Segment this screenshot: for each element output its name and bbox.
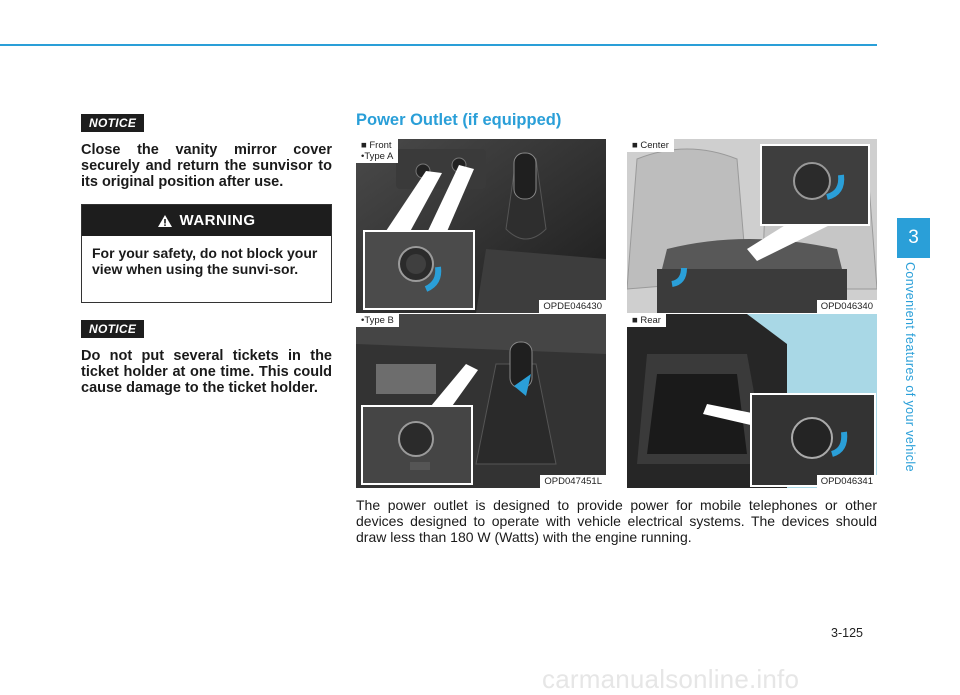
chapter-tab: 3 xyxy=(897,218,930,258)
figure-code: OPD047451L xyxy=(540,475,606,488)
figure-front-type-a xyxy=(356,139,606,313)
footer-watermark: carmanualsonline.info xyxy=(542,664,800,694)
section-title: Power Outlet (if equipped) xyxy=(356,111,562,129)
figure-code: OPDE046430 xyxy=(539,300,606,313)
rear-trunk-illustration xyxy=(627,314,877,488)
notice-label: NOTICE xyxy=(81,114,144,132)
warning-header xyxy=(82,205,331,236)
notice-text-sunvisor: Close the vanity mirror cover securely and return the sunvisor to its original position after use. xyxy=(81,142,332,190)
page-number: 3-125 xyxy=(831,626,863,640)
figure-tag: ■ Center xyxy=(627,139,674,152)
chapter-label: Convenient features of your vehicle xyxy=(903,262,917,472)
figure-front-type-b xyxy=(356,314,606,488)
power-outlet-description: The power outlet is designed to provide power for mobile telephones or other devices designed to operate with vehicle electrical systems. The devices should draw less than 180 W (Watts) with the engine running. xyxy=(356,497,877,545)
figure-tag: ■ Rear xyxy=(627,314,666,327)
warning-label: WARNING xyxy=(179,212,256,229)
notice-text-ticket: Do not put several tickets in the ticket holder at one time. This could cause damage to the ticket holder. xyxy=(81,348,332,396)
figure-center xyxy=(627,139,877,313)
header-rule xyxy=(0,44,877,46)
figure-code: OPD046341 xyxy=(817,475,877,488)
warning-text: For your safety, do not block your view when using the sunvi-sor. xyxy=(92,245,318,277)
figure-tag xyxy=(356,139,398,163)
figure-tag: •Type B xyxy=(356,314,399,327)
warning-icon xyxy=(158,215,172,227)
figure-tag-line: •Type A xyxy=(361,151,394,162)
center-console-illustration xyxy=(627,139,877,313)
front-console-illustration xyxy=(356,139,606,313)
figure-code: OPD046340 xyxy=(817,300,877,313)
notice-label: NOTICE xyxy=(81,320,144,338)
warning-box xyxy=(81,204,332,303)
figure-rear xyxy=(627,314,877,488)
front-console-type-b-illustration xyxy=(356,314,606,488)
figure-tag-line: ■ Front xyxy=(361,140,392,151)
